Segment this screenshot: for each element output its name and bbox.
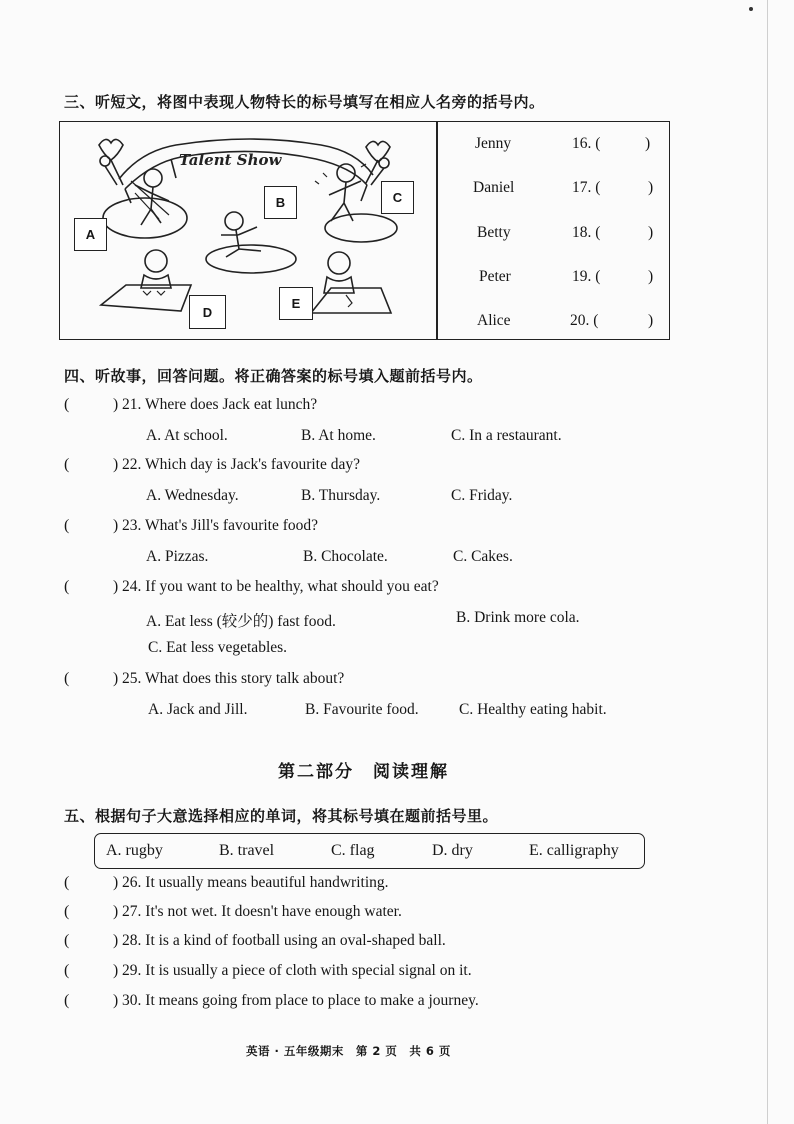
- page-edge-line: [767, 0, 768, 1124]
- answer-paren-22[interactable]: (: [64, 456, 70, 473]
- q23-option-c: C. Cakes.: [453, 548, 513, 565]
- question-28: ) 28. It is a kind of football using an oval-shaped ball.: [113, 932, 446, 949]
- q21-option-a: A. At school.: [146, 427, 228, 444]
- q24-option-a: A. Eat less (较少的) fast food.: [146, 613, 336, 630]
- q25-option-a: A. Jack and Jill.: [148, 701, 248, 718]
- word-bank-d: D. dry: [432, 842, 473, 859]
- name-jenny: Jenny: [475, 135, 512, 152]
- label-e: E: [279, 287, 313, 320]
- answer-20[interactable]: 20. (: [570, 312, 599, 329]
- q25-option-b: B. Favourite food.: [305, 701, 419, 718]
- label-c: C: [381, 181, 414, 214]
- answer-paren-29[interactable]: (: [64, 962, 70, 979]
- answer-paren-24[interactable]: (: [64, 578, 70, 595]
- label-d: D: [189, 295, 226, 329]
- question-24: ) 24. If you want to be healthy, what should you eat?: [113, 578, 439, 595]
- q22-option-a: A. Wednesday.: [146, 487, 239, 504]
- label-b: B: [264, 186, 297, 219]
- answer-17-close: ): [648, 179, 654, 196]
- name-alice: Alice: [477, 312, 511, 329]
- section4-heading: 四、听故事，回答问题。将正确答案的标号填入题前括号内。: [64, 367, 483, 385]
- q23-option-a: A. Pizzas.: [146, 548, 209, 565]
- answer-paren-27[interactable]: (: [64, 903, 70, 920]
- answer-paren-30[interactable]: (: [64, 992, 70, 1009]
- question-26: ) 26. It usually means beautiful handwriting.: [113, 874, 389, 891]
- scan-dot: [749, 7, 753, 11]
- answer-paren-25[interactable]: (: [64, 670, 70, 687]
- question-30: ) 30. It means going from place to place to make a journey.: [113, 992, 479, 1009]
- answer-20-close: ): [648, 312, 654, 329]
- label-a: A: [74, 218, 107, 251]
- name-betty: Betty: [477, 224, 511, 241]
- banner-text: Talent Show: [179, 151, 282, 169]
- name-peter: Peter: [479, 268, 511, 285]
- q23-option-b: B. Chocolate.: [303, 548, 388, 565]
- answer-16[interactable]: 16. (: [572, 135, 601, 152]
- answer-paren-23[interactable]: (: [64, 517, 70, 534]
- word-bank-a: A. rugby: [106, 842, 163, 859]
- name-daniel: Daniel: [473, 179, 515, 196]
- question-29: ) 29. It is usually a piece of cloth with special signal on it.: [113, 962, 472, 979]
- answer-paren-28[interactable]: (: [64, 932, 70, 949]
- answer-19-close: ): [648, 268, 654, 285]
- q25-option-c: C. Healthy eating habit.: [459, 701, 607, 718]
- question-22: ) 22. Which day is Jack's favourite day?: [113, 456, 360, 473]
- q21-option-c: C. In a restaurant.: [451, 427, 562, 444]
- answer-19[interactable]: 19. (: [572, 268, 601, 285]
- answer-paren-21[interactable]: (: [64, 396, 70, 413]
- q24-option-c: C. Eat less vegetables.: [148, 639, 288, 656]
- q22-option-c: C. Friday.: [451, 487, 513, 504]
- answer-paren-26[interactable]: (: [64, 874, 70, 891]
- q24-option-b: B. Drink more cola.: [456, 609, 580, 626]
- question-23: ) 23. What's Jill's favourite food?: [113, 517, 319, 534]
- question-27: ) 27. It's not wet. It doesn't have enough water.: [113, 903, 402, 920]
- question-21: ) 21. Where does Jack eat lunch?: [113, 396, 318, 413]
- page-footer: 英语 · 五年级期末 第 2 页 共 6 页: [246, 1044, 451, 1058]
- q22-option-b: B. Thursday.: [301, 487, 381, 504]
- answer-18[interactable]: 18. (: [572, 224, 601, 241]
- section5-heading: 五、根据句子大意选择相应的单词，将其标号填在题前括号里。: [64, 807, 499, 825]
- answer-17[interactable]: 17. (: [572, 179, 601, 196]
- q21-option-b: B. At home.: [301, 427, 376, 444]
- part2-title: 第二部分 阅读理解: [278, 762, 449, 782]
- word-bank-e: E. calligraphy: [529, 842, 619, 859]
- answer-16-close: ): [645, 135, 651, 152]
- answer-18-close: ): [648, 224, 654, 241]
- word-bank-c: C. flag: [331, 842, 375, 859]
- question-25: ) 25. What does this story talk about?: [113, 670, 345, 687]
- talent-show-illustration: [61, 123, 435, 338]
- word-bank-b: B. travel: [219, 842, 275, 859]
- picture-table-divider: [436, 121, 438, 340]
- section3-heading: 三、听短文，将图中表现人物特长的标号填写在相应人名旁的括号内。: [64, 93, 545, 111]
